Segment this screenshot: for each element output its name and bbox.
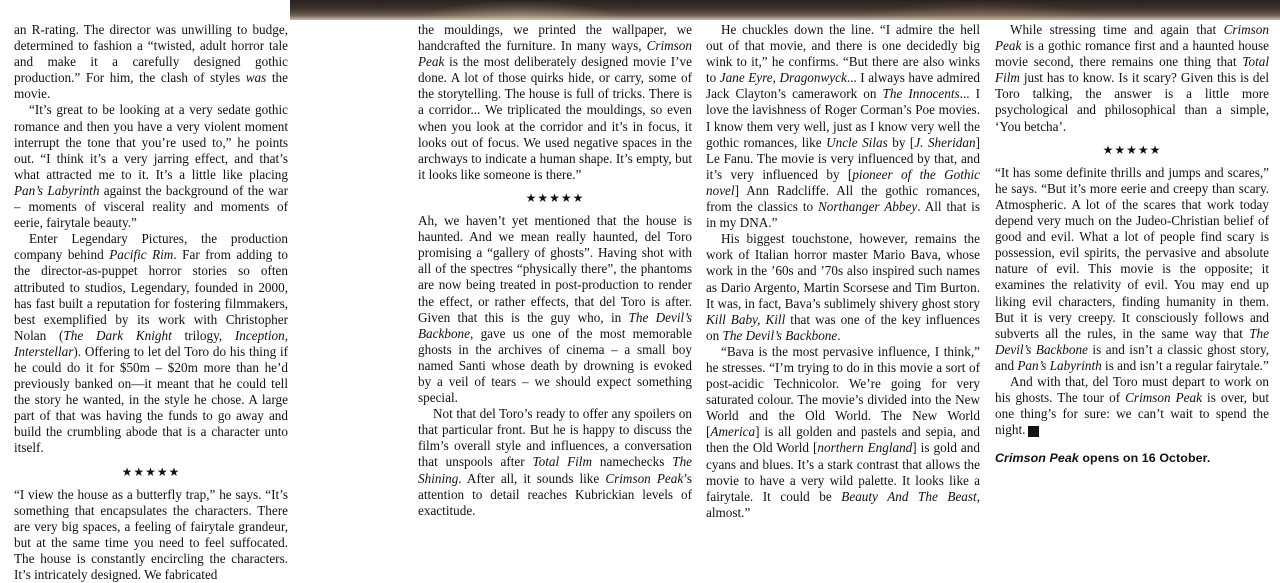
article-column-2 — [418, 22, 692, 519]
article-paragraph: Ah, we haven’t yet mentioned that the house is haunted. And we mean really haunted, del Toro promising a “gallery of ghosts”. Having shot with all of the spectres “physically there”, the phantoms are now being treated in post-production to render the effect, or rather effects, that del Toro is after. Given that this is the guy who, in The Devil’s Backbone, gave us one of the most memorable ghosts in the archives of cinema – a small boy named Santi whose death by drowning is evoked by a veil of tears – we should expect something special. — [418, 213, 692, 406]
article-column-3 — [706, 22, 980, 521]
article-paragraph: an R-rating. The director was unwilling to budge, determined to fashion a “twisted, adult horror tale and make it a carefully designed gothic production.” For him, the clash of styles was the movie. — [14, 22, 288, 102]
article-paragraph: While stressing time and again that Crimson Peak is a gothic romance first and a haunted house movie second, there remains one thing that Total Film just has to know. Is it scary? Given this is del Toro talking, the answer is a little more psychological and philosophical than a simple, ‘You betcha’. — [995, 22, 1269, 134]
article-paragraph: His biggest touchstone, however, remains the work of Italian horror master Mario Bava, whose work in the ’60s and ’70s also inspired such names as Dario Argento, Martin Scorsese and Tim Burton. It was, in fact, Bava’s sublimely shivery ghost story Kill Baby, Kill that was one of the key influences on The Devil’s Backbone. — [706, 231, 980, 343]
article-paragraph: And with that, del Toro must depart to work on his ghosts. The tour of Crimson Peak is over, but one thing’s for sure: we can’t wait to spend the night. T — [995, 373, 1269, 438]
article-paragraph: “I view the house as a butterfly trap,” he says. “It’s something that encapsulates the characters. There are very big spaces, a feeling of fairytale grandeur, but at the same time you need to feel suffocated. The house is constantly encircling the characters. It’s intricately designed. We fabricated — [14, 486, 288, 583]
article-paragraph: “Bava is the most pervasive influence, I think,” he stresses. “I’m trying to do in this movie a sort of post-acidic Technicolor. We’re going for very saturated colour. The movie’s divided into the New World and the Old World. The New World [America] is all golden and pastels and sepia, and then the Old World [northern England] is gold and cyans and blues. It’s a stark contrast that allows the movie to have a very wild palette. It looks like a fairytale. It could be Beauty And The Beast, almost.” — [706, 343, 980, 520]
star-rating: ★★★★★ — [121, 464, 181, 479]
star-rating: ★★★★★ — [1102, 142, 1162, 157]
article-column-1 — [14, 22, 288, 583]
release-date-note: Crimson Peak opens on 16 October. — [995, 451, 1211, 466]
star-rating: ★★★★★ — [525, 190, 585, 205]
article-paragraph: Not that del Toro’s ready to offer any spoilers on that particular front. But he is happy to discuss the film’s overall style and influences, a conversation that unspools after Total Film namechecks The Shining. After all, it sounds like Crimson Peak’s attention to detail reaches Kubrickian levels of exactitude. — [418, 406, 693, 518]
article-column-4 — [995, 22, 1269, 466]
article-paragraph: He chuckles down the line. “I admire the hell out of that movie, and there is one decidedly big wink to it,” he confirms. “But there are also winks to Jane Eyre, Dragonwyck... I always have admired Jack Clayton’s camerawork on The Innocents... I love the lavishness of Roger Corman’s Poe movies. I know them very well, just as I know very well the gothic romances, like Uncle Silas by [J. Sheridan] Le Fanu. The movie is very influenced by that, and it’s very influenced by [pioneer of the Gothic novel] Ann Radcliffe. All the gothic romances, from the classics to Northanger Abbey. All that is in my DNA.” — [706, 22, 980, 231]
article-paragraph: the mouldings, we printed the wallpaper, we handcrafted the furniture. In many ways, Crimson Peak is the most deliberately designed movie I’ve done. A lot of those quirks hide, or carry, some of the storytelling. The house is full of tricks. There is a corridor... We triplicated the mouldings, so even when you look at the corridor and it’s in focus, it looks out of focus. We used negative spaces in the archways to indicate a human shape. It’s empty, but it looks like someone is there.” — [418, 22, 692, 182]
end-of-article-icon: T — [1028, 426, 1039, 437]
article-paragraph: “It has some definite thrills and jumps and scares,” he says. “But it’s more eerie and creepy than scary. Atmospheric. A lot of the scares that work today depend very much on the Judeo-Christian belief of good and evil. What a lot of people find scary is possession, evil spirits, the pervasive and absolute nature of evil. This movie is the opposite; it examines the relativity of evil. You may end up liking evil characters, finding humanity in them. But it is very creepy. It consciously follows and subverts all the rules, in the same way that The Devil’s Backbone is and isn’t a classic ghost story, and Pan’s Labyrinth is and isn’t a regular fairytale.” — [995, 164, 1269, 373]
article-paragraph: Enter Legendary Pictures, the production company behind Pacific Rim. Far from adding to the director-as-puppet horror stories so often attributed to studios, Legendary, founded in 2000, has fast built a reputation for fostering filmmakers, best exemplified by its work with Christopher Nolan (The Dark Knight trilogy, Inception, Interstellar). Offering to let del Toro do his thing if he could do it for $50m – $20m more than he’d previously banked on—it meant that he could tell the story he wanted, in the style he chose. A large part of that was having the funds to go away and build the crumbling abode that is a character unto itself. — [14, 231, 289, 456]
article-paragraph: “It’s great to be looking at a very sedate gothic romance and then you have a very violent moment interrupt the tone that you’re used to,” he points out. “I think it’s a very jarring effect, and that’s what attracted me to it. It’s a little like placing Pan’s Labyrinth against the background of the war – moments of visceral reality and moments of eerie, fairytale beauty.” — [14, 102, 288, 231]
